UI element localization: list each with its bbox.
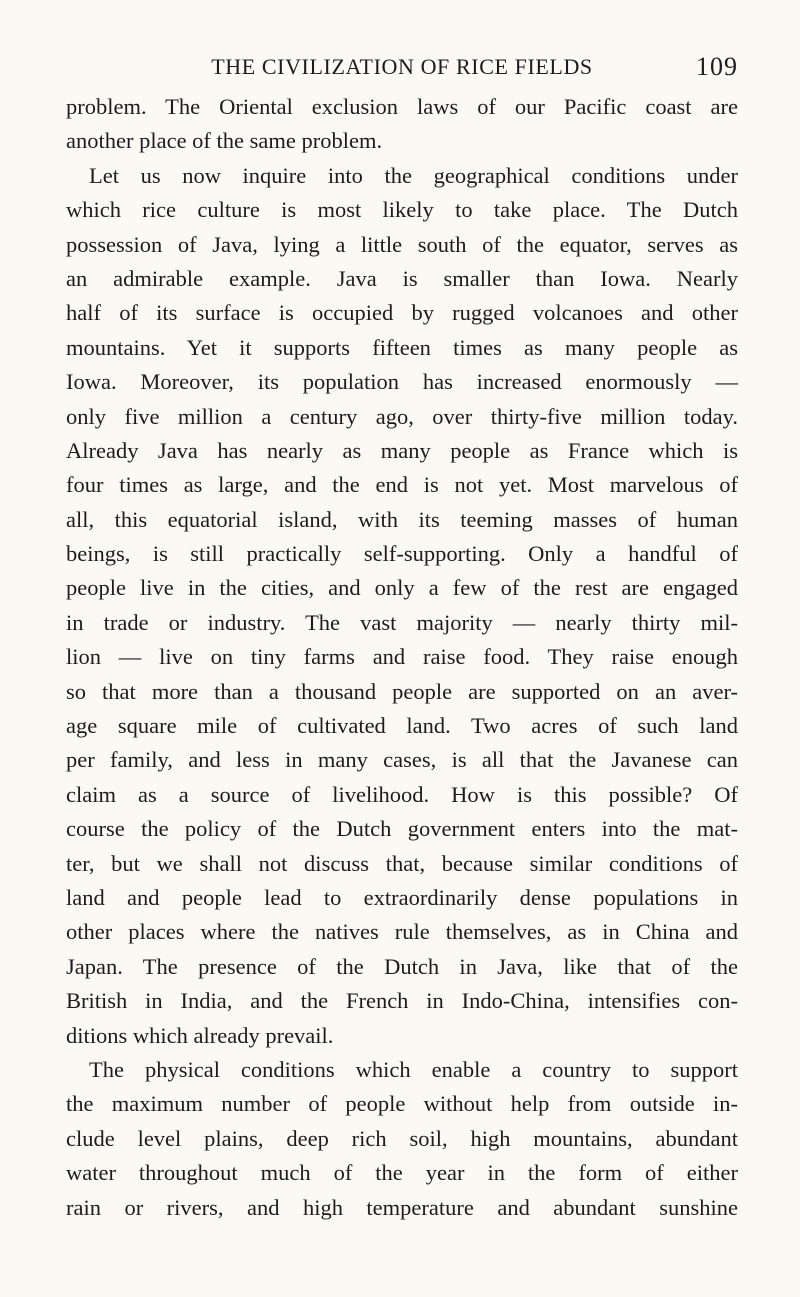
body-text xyxy=(66,90,738,1225)
text-line: Already Java has nearly as many people as France which is xyxy=(66,437,738,463)
text-line: per family, and less in many cases, is all that the Javanese can xyxy=(66,747,738,773)
text-line: Iowa. Moreover, its population has increased enormously — xyxy=(66,369,738,395)
text-line: other places where the natives rule themselves, as in China and xyxy=(66,919,738,945)
text-line: Let us now inquire into the geographical conditions under xyxy=(89,162,738,188)
text-line: British in India, and the French in Indo-China, intensifies con- xyxy=(66,988,738,1014)
text-line: possession of Java, lying a little south of the equator, serves as xyxy=(66,231,738,257)
text-line: Japan. The presence of the Dutch in Java, like that of the xyxy=(66,953,738,979)
running-title: THE CIVILIZATION OF RICE FIELDS xyxy=(211,54,593,79)
text-line: beings, is still practically self-supporting. Only a handful of xyxy=(66,541,738,567)
text-line: ditions which already prevail. xyxy=(66,1022,334,1048)
text-line: another place of the same problem. xyxy=(66,128,383,154)
text-line: course the policy of the Dutch government enters into the mat- xyxy=(66,816,738,842)
running-head xyxy=(66,52,738,88)
text-line: so that more than a thousand people are supported on an aver- xyxy=(66,678,738,704)
text-line: only five million a century ago, over thirty-five million today. xyxy=(66,403,738,429)
page-number: 109 xyxy=(696,52,738,81)
text-line: all, this equatorial island, with its teeming masses of human xyxy=(66,506,738,532)
text-line: four times as large, and the end is not yet. Most marvelous of xyxy=(66,472,738,498)
text-line: an admirable example. Java is smaller than Iowa. Nearly xyxy=(66,265,738,291)
text-line: ter, but we shall not discuss that, because similar conditions of xyxy=(66,850,738,876)
text-line: clude level plains, deep rich soil, high mountains, abundant xyxy=(66,1125,738,1151)
text-line: claim as a source of livelihood. How is this possible? Of xyxy=(66,781,738,807)
text-line: mountains. Yet it supports fifteen times as many people as xyxy=(66,334,738,360)
text-line: lion — live on tiny farms and raise food. They raise enough xyxy=(66,644,738,670)
text-line: which rice culture is most likely to take place. The Dutch xyxy=(66,197,738,223)
text-line: land and people lead to extraordinarily dense populations in xyxy=(66,884,738,910)
text-line: the maximum number of people without help from outside in- xyxy=(66,1091,738,1117)
text-line: in trade or industry. The vast majority — nearly thirty mil- xyxy=(66,609,738,635)
text-line: rain or rivers, and high temperature and abundant sunshine xyxy=(66,1194,738,1220)
text-line: people live in the cities, and only a few of the rest are engaged xyxy=(66,575,738,601)
text-line: water throughout much of the year in the form of either xyxy=(66,1160,738,1186)
text-line: half of its surface is occupied by rugged volcanoes and other xyxy=(66,300,738,326)
text-line: age square mile of cultivated land. Two acres of such land xyxy=(66,713,738,739)
text-line: problem. The Oriental exclusion laws of our Pacific coast are xyxy=(66,94,738,119)
text-line: The physical conditions which enable a country to support xyxy=(89,1056,738,1082)
